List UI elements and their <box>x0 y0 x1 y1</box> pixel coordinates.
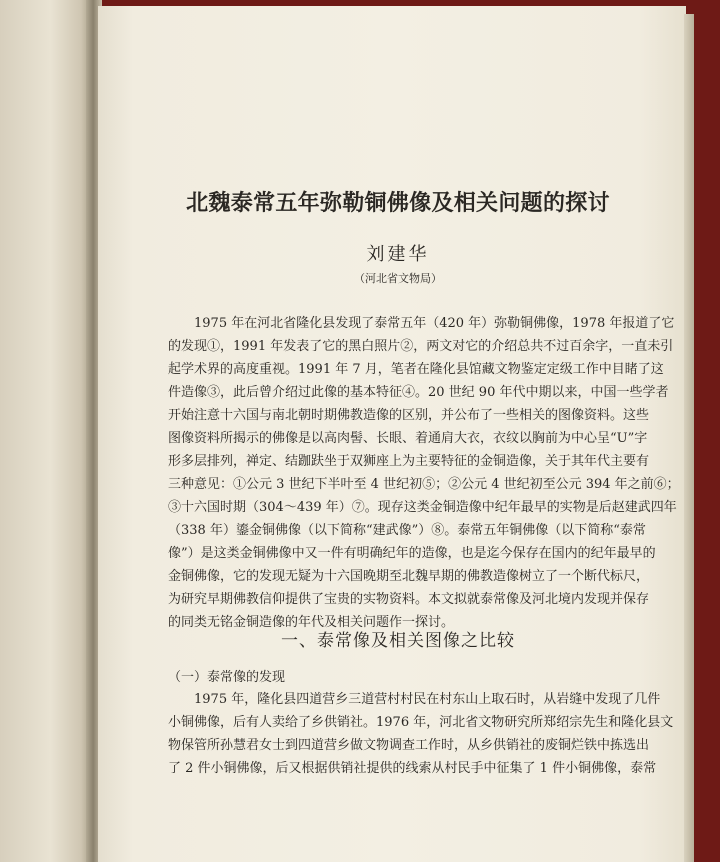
article-title: 北魏泰常五年弥勒铜佛像及相关问题的探讨 <box>186 190 610 216</box>
body-paragraph-2 <box>168 688 674 780</box>
text-line: 了 2 件小铜佛像，后又根据供销社提供的线索从村民手中征集了 1 件小铜佛像，泰常 <box>168 761 657 776</box>
text-line: 开始注意十六国与南北朝时期佛教造像的区别，并公布了一些相关的图像资料。这些 <box>168 408 650 423</box>
text-line: 小铜佛像，后有人卖给了乡供销社。1976 年，河北省文物研究所郑绍宗先生和隆化县文 <box>168 715 674 730</box>
text-line: 图像资料所揭示的佛像是以高肉髻、长眼、着通肩大衣，衣纹以胸前为中心呈“U”字 <box>168 431 648 446</box>
text-line: 起学术界的高度重视。1991 年 7 月，笔者在隆化县馆藏文物鉴定定级工作中目睹了这 <box>168 362 664 377</box>
page-edge <box>684 14 694 862</box>
text-line: 1975 年，隆化县四道营乡三道营村村民在村东山上取石时，从岩缝中发现了几件 <box>168 692 661 707</box>
body-paragraph-1 <box>168 312 680 634</box>
section-heading: 一、泰常像及相关图像之比较 <box>281 631 515 651</box>
text-line: （338 年）鎏金铜佛像（以下简称“建武像”）⑧。泰常五年铜佛像（以下简称“泰常 <box>168 523 646 538</box>
text-line: 像”）是这类金铜佛像中又一件有明确纪年的造像，也是迄今保存在国内的纪年最早的 <box>168 546 656 561</box>
text-line: 形多层排列，禅定、结跏趺坐于双狮座上为主要特征的金铜造像，关于其年代主要有 <box>168 454 650 469</box>
text-line: 物保管所孙慧君女士到四道营乡做文物调查工作时，从乡供销社的废铜烂铁中拣选出 <box>168 738 650 753</box>
text-line: 的同类无铭金铜造像的年代及相关问题作一探讨。 <box>168 615 455 630</box>
text-line: 三种意见：①公元 3 世纪下半叶至 4 世纪初⑤；②公元 4 世纪初至公元 394 年之前⑥； <box>168 477 680 492</box>
text-line: 金铜佛像，它的发现无疑为十六国晚期至北魏早期的佛教造像树立了一个断代标尺， <box>168 569 650 584</box>
text-line: ③十六国时期（304～439 年）⑦。现存这类金铜造像中纪年最早的实物是后赵建武四年 <box>168 500 677 515</box>
author-affiliation: （河北省文物局） <box>354 272 442 285</box>
text-line: 的发现①，1991 年发表了它的黑白照片②，两文对它的介绍总共不过百余字，一直未引 <box>168 339 674 354</box>
text-line: 1975 年在河北省隆化县发现了泰常五年（420 年）弥勒铜佛像，1978 年报道了它 <box>168 316 675 331</box>
left-page <box>0 0 92 862</box>
author-name: 刘建华 <box>366 244 430 265</box>
text-line: 为研究早期佛教信仰提供了宝贵的实物资料。本文拟就泰常像及河北境内发现并保存 <box>168 592 650 607</box>
subsection-heading: （一）泰常像的发现 <box>168 670 286 685</box>
text-line: 件造像③，此后曾介绍过此像的基本特征④。20 世纪 90 年代中期以来，中国一些学者 <box>168 385 669 400</box>
